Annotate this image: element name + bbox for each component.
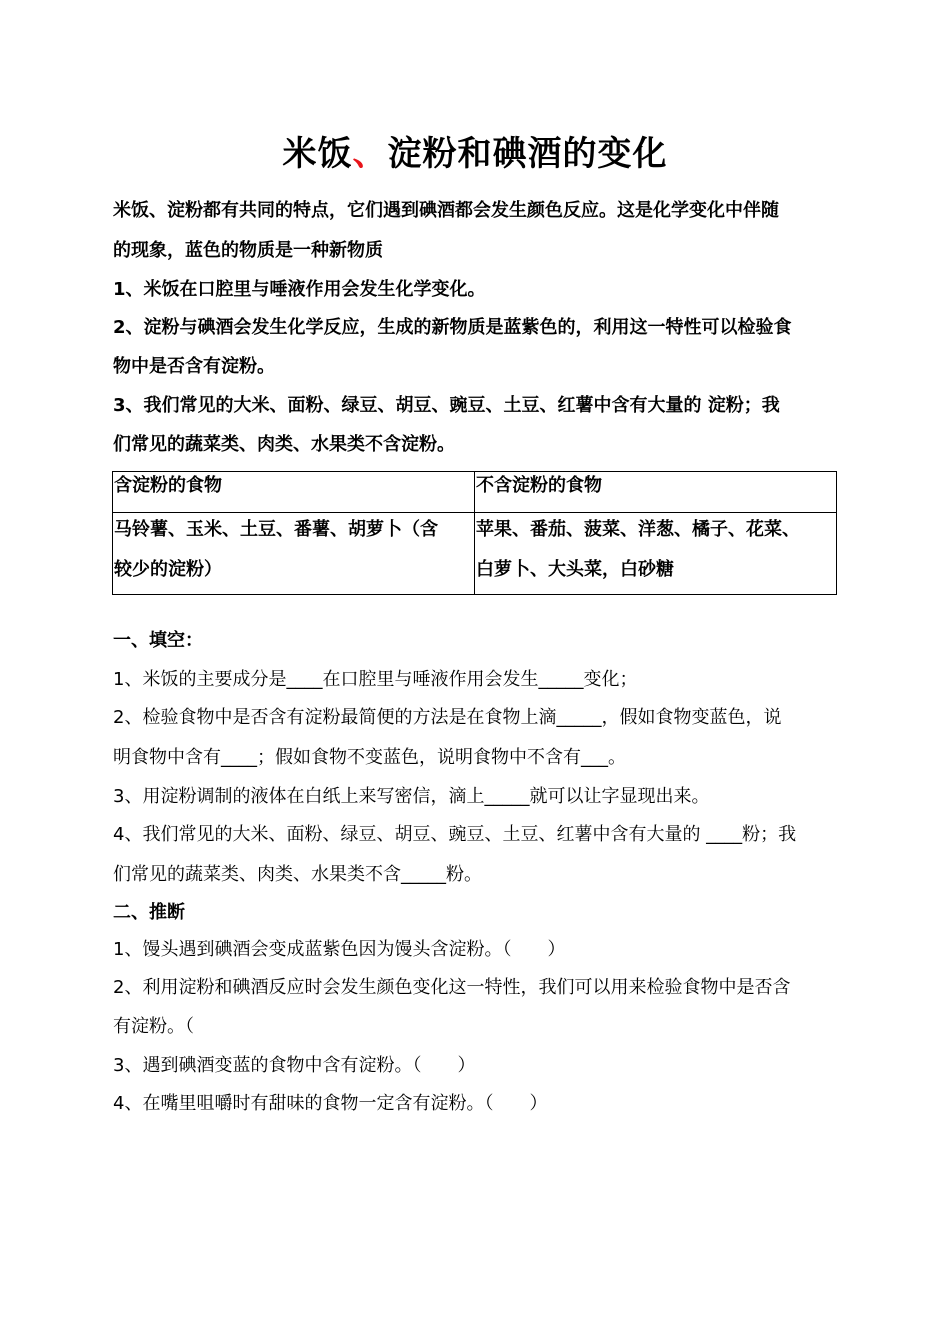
cell-line: 马铃薯、玉米、土豆、番薯、胡萝卜（含	[114, 519, 438, 540]
title-part-2: 淀粉和碘酒的变化	[387, 134, 668, 174]
food-table	[112, 471, 837, 595]
cell-non-starch-foods	[475, 513, 837, 595]
fill-blank-line: 明食物中含有____；假如食物不变蓝色，说明食物中不含有___。	[113, 747, 626, 768]
judgement-line: 1、馒头遇到碘酒会变成蓝紫色因为馒头含淀粉。（ ）	[113, 939, 566, 960]
cell-line: 较少的淀粉）	[114, 559, 222, 580]
title-separator: 、	[352, 134, 388, 174]
fill-blank-line: 们常见的蔬菜类、肉类、水果类不含_____粉。	[113, 864, 482, 885]
header-non-starch-foods: 不含淀粉的食物	[475, 472, 837, 513]
fill-blank-line: 4、我们常见的大米、面粉、绿豆、胡豆、豌豆、土豆、红薯中含有大量的 ____粉；我	[113, 824, 797, 845]
title-part-1: 米饭	[282, 134, 353, 174]
cell-starch-foods	[113, 513, 475, 595]
cell-line: 白萝卜、大头菜，白砂糖	[476, 559, 674, 580]
intro-line: 们常见的蔬菜类、肉类、水果类不含淀粉。	[113, 434, 455, 455]
intro-line: 米饭、淀粉都有共同的特点，它们遇到碘酒都会发生颜色反应。这是化学变化中伴随	[113, 200, 779, 221]
intro-line: 物中是否含有淀粉。	[113, 356, 275, 377]
section-heading-fill-blank: 一、填空：	[113, 630, 203, 651]
fill-blank-line: 1、米饭的主要成分是____在口腔里与唾液作用会发生_____变化；	[113, 669, 638, 690]
judgement-line: 2、利用淀粉和碘酒反应时会发生颜色变化这一特性，我们可以用来检验食物中是否含	[113, 977, 791, 998]
intro-line: 2、淀粉与碘酒会发生化学反应，生成的新物质是蓝紫色的，利用这一特性可以检验食	[113, 317, 792, 338]
intro-line: 1、米饭在口腔里与唾液作用会发生化学变化。	[113, 279, 486, 300]
table-row	[113, 513, 837, 595]
table-header-row	[113, 472, 837, 513]
intro-line: 3、我们常见的大米、面粉、绿豆、胡豆、豌豆、土豆、红薯中含有大量的 淀粉；我	[113, 395, 780, 416]
section-heading-judgement: 二、推断	[113, 902, 185, 923]
cell-line: 苹果、番茄、菠菜、洋葱、橘子、花菜、	[476, 519, 800, 540]
page-title	[0, 126, 950, 175]
fill-blank-line: 3、用淀粉调制的液体在白纸上来写密信，滴上_____就可以让字显现出来。	[113, 786, 710, 807]
judgement-line: 有淀粉。（	[113, 1016, 194, 1037]
header-starch-foods: 含淀粉的食物	[113, 472, 475, 513]
intro-line: 的现象，蓝色的物质是一种新物质	[113, 240, 383, 261]
judgement-line: 4、在嘴里咀嚼时有甜味的食物一定含有淀粉。（ ）	[113, 1093, 548, 1114]
fill-blank-line: 2、检验食物中是否含有淀粉最简便的方法是在食物上滴_____，假如食物变蓝色，说	[113, 707, 782, 728]
judgement-line: 3、遇到碘酒变蓝的食物中含有淀粉。（ ）	[113, 1055, 476, 1076]
